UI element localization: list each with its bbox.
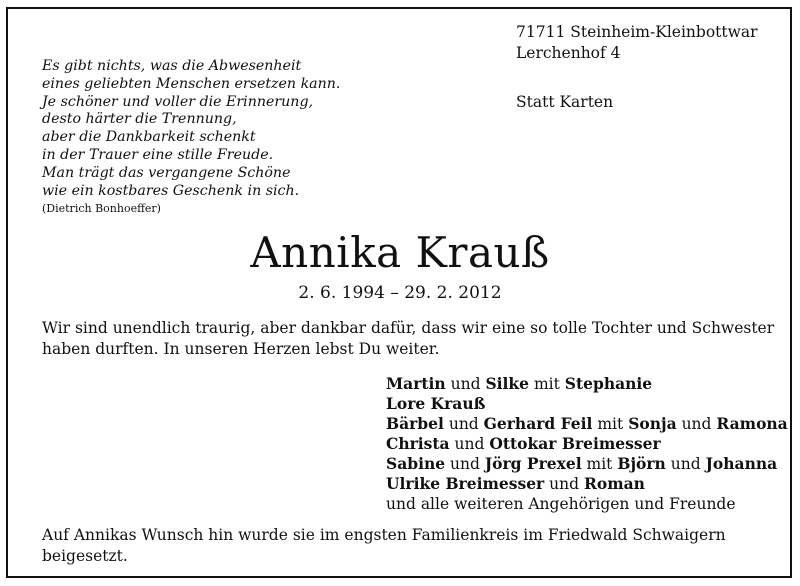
mourner-name: Silke bbox=[485, 374, 530, 393]
deceased-name: Annika Krauß bbox=[250, 228, 550, 277]
poem-line: Je schöner und voller die Erinnerung, bbox=[42, 93, 314, 110]
mourner-name: Martin bbox=[386, 374, 446, 393]
mourner-name: Stephanie bbox=[564, 374, 653, 393]
poem-line: Es gibt nichts, was die Abwesenheit bbox=[42, 58, 302, 74]
mourner-row bbox=[386, 374, 788, 394]
poem-quote bbox=[42, 58, 340, 200]
statt-karten: Statt Karten bbox=[516, 93, 614, 111]
poem-line: desto härter die Trennung, bbox=[42, 111, 237, 128]
address-block bbox=[516, 22, 758, 64]
burial-note bbox=[42, 525, 726, 567]
poem-line: in der Trauer eine stille Freude. bbox=[42, 146, 274, 163]
poem-line: aber die Dankbarkeit schenkt bbox=[42, 129, 256, 146]
mourner-row bbox=[386, 434, 788, 454]
mourner-name: Jörg Prexel bbox=[484, 454, 582, 473]
mourner-row-others: und alle weiteren Angehörigen und Freunde bbox=[386, 495, 736, 513]
connector-text: mit bbox=[529, 375, 565, 393]
poem-line: wie ein kostbares Geschenk in sich. bbox=[42, 182, 300, 199]
mourner-row bbox=[386, 474, 788, 494]
connector-text: und bbox=[445, 455, 485, 473]
burial-note-line: Auf Annikas Wunsch hin wurde sie im engsten Familienkreis im Friedwald Schwaigern bbox=[42, 526, 726, 544]
mourners-list bbox=[386, 374, 788, 514]
condolence-message bbox=[42, 318, 774, 360]
mourner-name: Ottokar Breimesser bbox=[489, 434, 661, 453]
message-line: haben durften. In unseren Herzen lebst Du weiter. bbox=[42, 340, 440, 358]
poem-line: Man trägt das vergangene Schöne bbox=[42, 164, 291, 181]
mourner-name: Roman bbox=[583, 474, 645, 493]
mourner-name: Johanna bbox=[705, 454, 778, 473]
connector-text: und bbox=[449, 435, 490, 453]
burial-note-line: beigesetzt. bbox=[42, 547, 128, 565]
mourner-name: Björn bbox=[617, 454, 666, 473]
mourner-row bbox=[386, 394, 788, 414]
message-line: Wir sind unendlich traurig, aber dankbar dafür, dass wir eine so tolle Tochter und Schwester bbox=[42, 319, 775, 337]
connector-text: und bbox=[676, 415, 717, 433]
connector-text: und bbox=[445, 375, 486, 393]
poem-author: (Dietrich Bonhoeffer) bbox=[42, 202, 161, 215]
connector-text: und bbox=[544, 475, 584, 493]
mourner-name: Christa bbox=[386, 434, 450, 453]
mourner-name: Ramona bbox=[716, 414, 788, 433]
connector-text: mit bbox=[592, 415, 629, 433]
mourner-row bbox=[386, 414, 788, 434]
connector-text: und bbox=[665, 455, 706, 473]
mourner-name: Bärbel bbox=[386, 414, 444, 433]
connector-text: und bbox=[443, 415, 484, 433]
address-line-city: 71711 Steinheim-Kleinbottwar bbox=[516, 23, 758, 41]
address-line-street: Lerchenhof 4 bbox=[516, 44, 621, 62]
poem-line: eines geliebten Menschen ersetzen kann. bbox=[42, 75, 341, 92]
mourner-name: Lore Krauß bbox=[386, 394, 486, 413]
life-dates: 2. 6. 1994 – 29. 2. 2012 bbox=[298, 283, 502, 303]
mourner-name: Sonja bbox=[628, 414, 677, 433]
mourner-name: Sabine bbox=[386, 454, 446, 473]
mourner-row bbox=[386, 454, 788, 474]
mourner-name: Gerhard Feil bbox=[483, 414, 593, 433]
connector-text: mit bbox=[581, 455, 618, 473]
mourner-name: Ulrike Breimesser bbox=[386, 474, 545, 493]
